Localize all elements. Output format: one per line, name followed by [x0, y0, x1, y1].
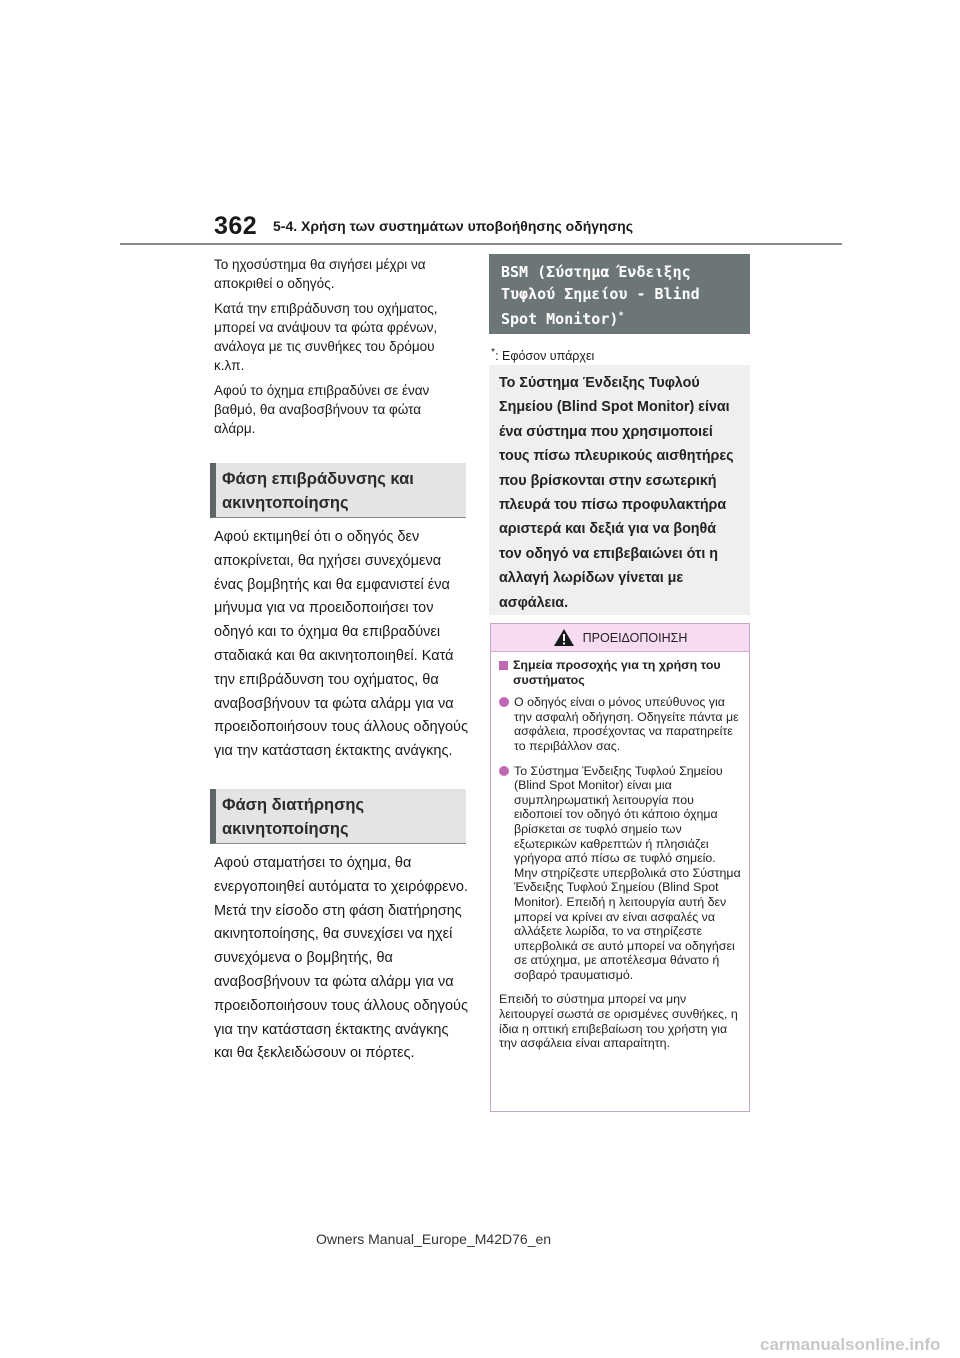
warning-closing: Επειδή το σύστημα μπορεί να μην λειτουργεί σωστά σε ορισμένες συνθήκες, η ίδια η οπτική επιβεβαίωση του χρήστη για την ασφάλεια είναι απαραίτητη. [499, 992, 738, 1051]
section-body-standstill: Αφού σταματήσει το όχημα, θα ενεργοποιηθεί αυτόματα το χειρόφρενο. Μετά την είσοδο στη φάση διατήρησης ακινητοποίησης, θα συνεχίσει να ηχεί συνεχόμενα ο βομβητής, θα αναβοσβήνουν τα φώτα αλάρμ για να προειδοποιήσουν τους άλλους οδηγούς για την κατάσταση έκτακτης ανάγκης και θα ξεκλειδώσουν οι πόρτες. [214, 855, 468, 1062]
warning-item-text: Ο οδηγός είναι ο μόνος υπεύθυνος για την ασφαλή οδήγηση. Οδηγείτε πάντα με ασφάλεια, προσέχοντας να παρατηρείτε το περιβάλλον σας. [514, 695, 739, 753]
page-number: 362 [214, 212, 258, 240]
section-title: 5-4. Χρήση των συστημάτων υποβοήθησης οδήγησης [273, 218, 634, 234]
heading-line: Φάση διατήρησης [222, 796, 365, 814]
warning-item [499, 695, 741, 753]
section-body-deceleration: Αφού εκτιμηθεί ότι ο οδηγός δεν αποκρίνεται, θα ηχήσει συνεχόμενα ένας βομβητής και θα εμφανιστεί ένα μήνυμα για να προειδοποιήσει τον οδηγό και το όχημα θα επιβραδύνει σταδιακά και θα ακινητοποιηθεί. Κατά την επιβράδυνση του οχήματος, θα αναβοσβήνουν τα φώτα αλάρμ για να προειδοποιήσουν τους άλλους οδηγούς για την κατάσταση έκτακτης ανάγκης. [214, 529, 468, 760]
footer-text: Owners Manual_Europe_M42D76_en [316, 1231, 552, 1247]
circle-bullet-icon [499, 766, 509, 776]
section-heading-deceleration [210, 463, 466, 518]
heading-line: ακινητοποίησης [222, 820, 349, 838]
intro-text [214, 255, 466, 444]
bsm-title-line [501, 305, 738, 330]
warning-subheading [499, 658, 741, 687]
heading-line: ακινητοποίησης [222, 494, 349, 512]
intro-paragraph: Αφού το όχημα επιβραδύνει σε έναν βαθμό, θα αναβοσβήνουν τα φώτα αλάρμ. [214, 383, 430, 436]
warning-item-text: Το Σύστημα Ένδειξης Τυφλού Σημείου (Blind Spot Monitor) είναι μια συμπληρωματική λειτουργία που ειδοποιεί τον οδηγό ότι κάποιο όχημα βρίσκεται σε τυφλό σημείο των εξωτερικών καθρεπτών ή πλησιάζει γρήγορα από πίσω σε τυφλό σημείο. Μην στηρίζεστε υπερβολικά στο Σύστημα Ένδειξης Τυφλού Σημείου (Blind Spot Monitor). Επειδή η λειτουργία αυτή δεν μπορεί να κρίνει αν είναι ασφαλές να αλλάξετε λωρίδα, το να στηρίζεστε υπερβολικά σε αυτό μπορεί να οδηγήσει σε ατύχημα, με αποτέλεσμα θάνατο ή σοβαρό τραυματισμό. [514, 763, 741, 982]
warning-title: ΠΡΟΕΙΔΟΠΟΙΗΣΗ [582, 630, 688, 645]
header-rule [120, 243, 842, 245]
bsm-title-text: Spot Monitor) [501, 310, 619, 328]
section-heading-standstill [210, 789, 466, 844]
warning-body [491, 652, 749, 1051]
bsm-title-line: Τυφλού Σημείου - Blind [501, 285, 700, 303]
warning-item [499, 764, 741, 983]
intro-paragraph: Κατά την επιβράδυνση του οχήματος, μπορεί να ανάψουν τα φώτα φρένων, ανάλογα με τις συνθήκες του δρόμου κ.λπ. [214, 301, 438, 373]
intro-paragraph: Το ηχοσύστημα θα σιγήσει μέχρι να αποκριθεί ο οδηγός. [214, 257, 426, 291]
warning-triangle-icon [553, 628, 575, 647]
bsm-title-star: * [618, 311, 624, 321]
circle-bullet-icon [499, 697, 509, 707]
square-bullet-icon [499, 661, 508, 670]
footnote [491, 347, 594, 363]
bsm-title-box [489, 254, 750, 334]
footnote-text: : Εφόσον υπάρχει [495, 349, 595, 364]
footnote-star: * [491, 347, 496, 358]
bsm-intro-box: Το Σύστημα Ένδειξης Τυφλού Σημείου (Blind Spot Monitor) είναι ένα σύστημα που χρησιμοποιεί τους πίσω πλευρικούς αισθητήρες που βρίσκονται στην εσωτερική πλευρά του πίσω προφυλακτήρα αριστερά και δεξιά για να βοηθά τον οδηγό να επιβεβαιώνει ότι η αλλαγή λωρίδων γίνεται με ασφάλεια. [489, 365, 750, 615]
warning-subheading-text: Σημεία προσοχής για τη χρήση του συστήματος [513, 658, 721, 687]
warning-box [490, 623, 750, 1112]
bsm-title-line: BSM (Σύστημα Ένδειξης [501, 263, 691, 281]
heading-line: Φάση επιβράδυνσης και [222, 470, 414, 488]
warning-header [491, 624, 749, 652]
watermark: carmanualsonline.info [760, 1335, 941, 1354]
